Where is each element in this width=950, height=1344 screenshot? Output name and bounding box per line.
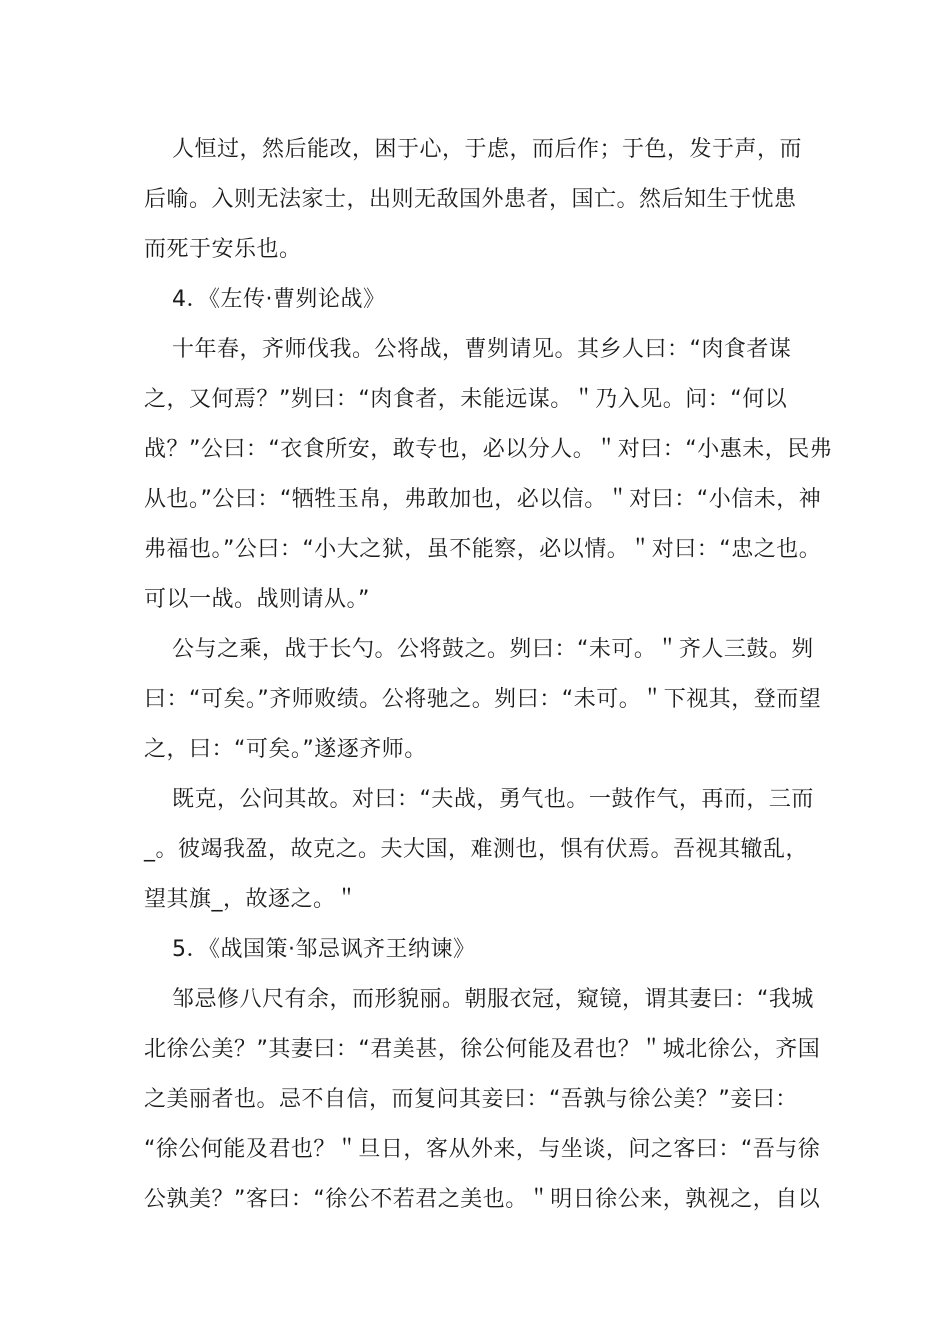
text-line: 之，又何焉？”刿曰：“肉食者，未能远谋。＂乃入见。问：“何以 [144,387,788,412]
text-line: 弗福也。”公曰：“小大之狱，虽不能察，必以情。＂对曰：“忠之也。 [144,537,822,562]
text-line: 从也。”公曰：“牺牲玉帛，弗敢加也，必以信。＂对曰：“小信未，神 [144,487,822,512]
text-line: _。彼竭我盈，故克之。夫大国，难测也，惧有伏焉。吾视其辙乱， [144,837,809,862]
text-line: 公孰美？”客曰：“徐公不若君之美也。＂明日徐公来，孰视之，自以 [144,1187,821,1212]
text-line: 十年春，齐师伐我。公将战，曹刿请见。其乡人曰：“肉食者谋 [172,337,792,362]
text-line: 邹忌修八尺有余，而形貌丽。朝服衣冠，窥镜，谓其妻曰：“我城 [172,987,814,1012]
text-line: 曰：“可矣。”齐师败绩。公将驰之。刿曰：“未可。＂下视其，登而望 [144,687,822,712]
text-line: 而死于安乐也。 [144,237,302,262]
text-line: 之，曰：“可矣。”遂逐齐师。 [144,737,427,762]
text-line: “徐公何能及君也？＂旦日，客从外来，与坐谈，问之客曰：“吾与徐 [144,1137,821,1162]
text-line: 后喻。入则无法家士，出则无敌国外患者，国亡。然后知生于忧患 [144,187,797,212]
text-line: 北徐公美？”其妻曰：“君美甚，徐公何能及君也？＂城北徐公，齐国 [144,1037,821,1062]
text-line: 望其旗_，故逐之。＂ [144,887,359,912]
text-line: 可以一战。战则请从。” [144,587,370,612]
text-line: 人恒过，然后能改，困于心，于虑，而后作；于色，发于声，而 [172,137,803,162]
section-heading: 4．《左传·曹刿论战》 [172,287,386,312]
text-line: 之美丽者也。忌不自信，而复问其妾曰：“吾孰与徐公美？”妾曰： [144,1087,798,1112]
section-heading: 5．《战国策·邹忌讽齐王纳谏》 [172,937,476,962]
text-line: 战？”公曰：“衣食所安，敢专也，必以分人。＂对曰：“小惠未，民弗 [144,437,833,462]
text-line: 既克，公问其故。对曰：“夫战，勇气也。一鼓作气，再而，三而 [172,787,814,812]
text-line: 公与之乘，战于长勺。公将鼓之。刿曰：“未可。＂齐人三鼓。刿 [172,637,814,662]
